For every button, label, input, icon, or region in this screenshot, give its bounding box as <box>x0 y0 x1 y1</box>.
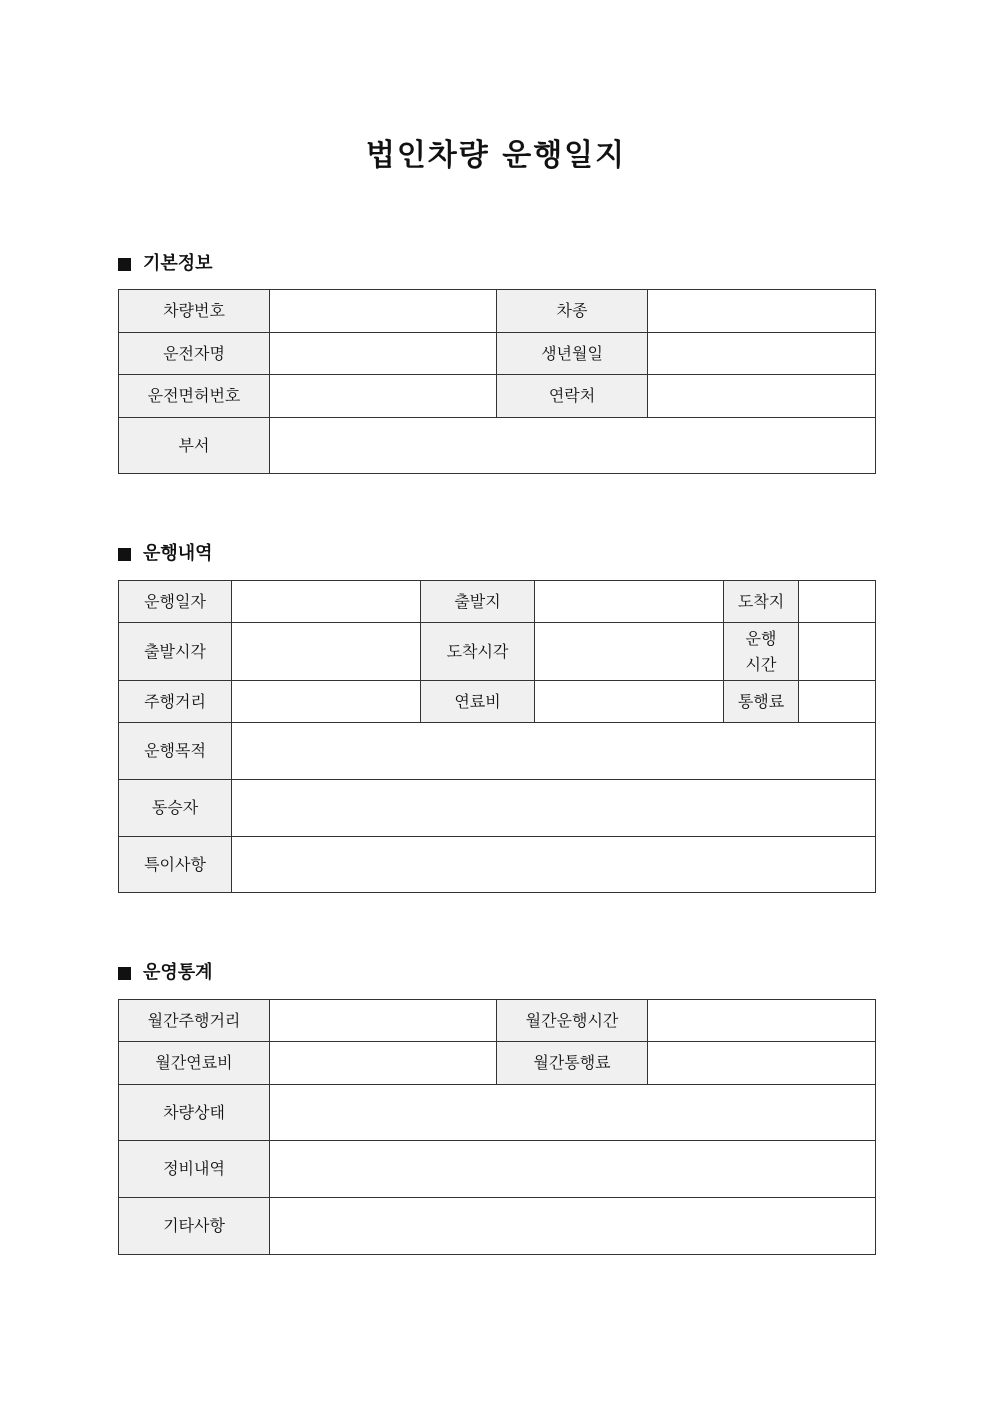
operation-stats-table <box>118 999 876 1255</box>
label-distance: 주행거리 <box>119 681 232 723</box>
label-drive-time: 운행시간 <box>724 623 799 681</box>
section-heading-label: 운행내역 <box>143 543 213 564</box>
square-bullet-icon <box>118 967 131 980</box>
field-license-number[interactable] <box>270 375 497 418</box>
label-department: 부서 <box>119 418 270 474</box>
label-fuel-cost: 연료비 <box>421 681 535 723</box>
field-remarks[interactable] <box>232 837 876 893</box>
label-birth-date: 생년월일 <box>497 333 648 375</box>
field-maintenance[interactable] <box>270 1141 876 1198</box>
section-heading-label: 기본정보 <box>143 253 213 274</box>
label-vehicle-type: 차종 <box>497 290 648 333</box>
section-heading-stats <box>118 960 213 986</box>
basic-info-table <box>118 289 876 474</box>
label-passengers: 동승자 <box>119 780 232 837</box>
field-driver-name[interactable] <box>270 333 497 375</box>
label-vehicle-number: 차량번호 <box>119 290 270 333</box>
label-purpose: 운행목적 <box>119 723 232 780</box>
field-toll[interactable] <box>799 681 876 723</box>
field-fuel-cost[interactable] <box>535 681 724 723</box>
section-heading-basic <box>118 251 213 277</box>
label-monthly-distance: 월간주행거리 <box>119 1000 270 1042</box>
field-destination[interactable] <box>799 581 876 623</box>
field-department[interactable] <box>270 418 876 474</box>
label-vehicle-condition: 차량상태 <box>119 1085 270 1141</box>
field-passengers[interactable] <box>232 780 876 837</box>
label-departure: 출발지 <box>421 581 535 623</box>
field-departure-time[interactable] <box>232 623 421 681</box>
field-arrival-time[interactable] <box>535 623 724 681</box>
field-purpose[interactable] <box>232 723 876 780</box>
operation-log-table <box>118 580 876 893</box>
section-heading-label: 운영통계 <box>143 962 213 983</box>
label-driver-name: 운전자명 <box>119 333 270 375</box>
label-operation-date: 운행일자 <box>119 581 232 623</box>
label-license-number: 운전면허번호 <box>119 375 270 418</box>
label-contact: 연락처 <box>497 375 648 418</box>
section-heading-operation <box>118 541 213 567</box>
field-monthly-toll[interactable] <box>648 1042 876 1085</box>
label-monthly-drive-time: 월간운행시간 <box>497 1000 648 1042</box>
field-vehicle-condition[interactable] <box>270 1085 876 1141</box>
field-vehicle-type[interactable] <box>648 290 876 333</box>
field-other[interactable] <box>270 1198 876 1255</box>
field-distance[interactable] <box>232 681 421 723</box>
field-vehicle-number[interactable] <box>270 290 497 333</box>
label-toll: 통행료 <box>724 681 799 723</box>
field-monthly-distance[interactable] <box>270 1000 497 1042</box>
field-drive-time[interactable] <box>799 623 876 681</box>
label-departure-time: 출발시각 <box>119 623 232 681</box>
label-remarks: 특이사항 <box>119 837 232 893</box>
label-maintenance: 정비내역 <box>119 1141 270 1198</box>
field-monthly-fuel[interactable] <box>270 1042 497 1085</box>
label-monthly-toll: 월간통행료 <box>497 1042 648 1085</box>
label-arrival-time: 도착시각 <box>421 623 535 681</box>
field-contact[interactable] <box>648 375 876 418</box>
field-birth-date[interactable] <box>648 333 876 375</box>
square-bullet-icon <box>118 548 131 561</box>
label-other: 기타사항 <box>119 1198 270 1255</box>
label-destination: 도착지 <box>724 581 799 623</box>
field-monthly-drive-time[interactable] <box>648 1000 876 1042</box>
label-monthly-fuel: 월간연료비 <box>119 1042 270 1085</box>
field-departure[interactable] <box>535 581 724 623</box>
document-title: 법인차량 운행일지 <box>365 138 627 173</box>
field-operation-date[interactable] <box>232 581 421 623</box>
square-bullet-icon <box>118 258 131 271</box>
